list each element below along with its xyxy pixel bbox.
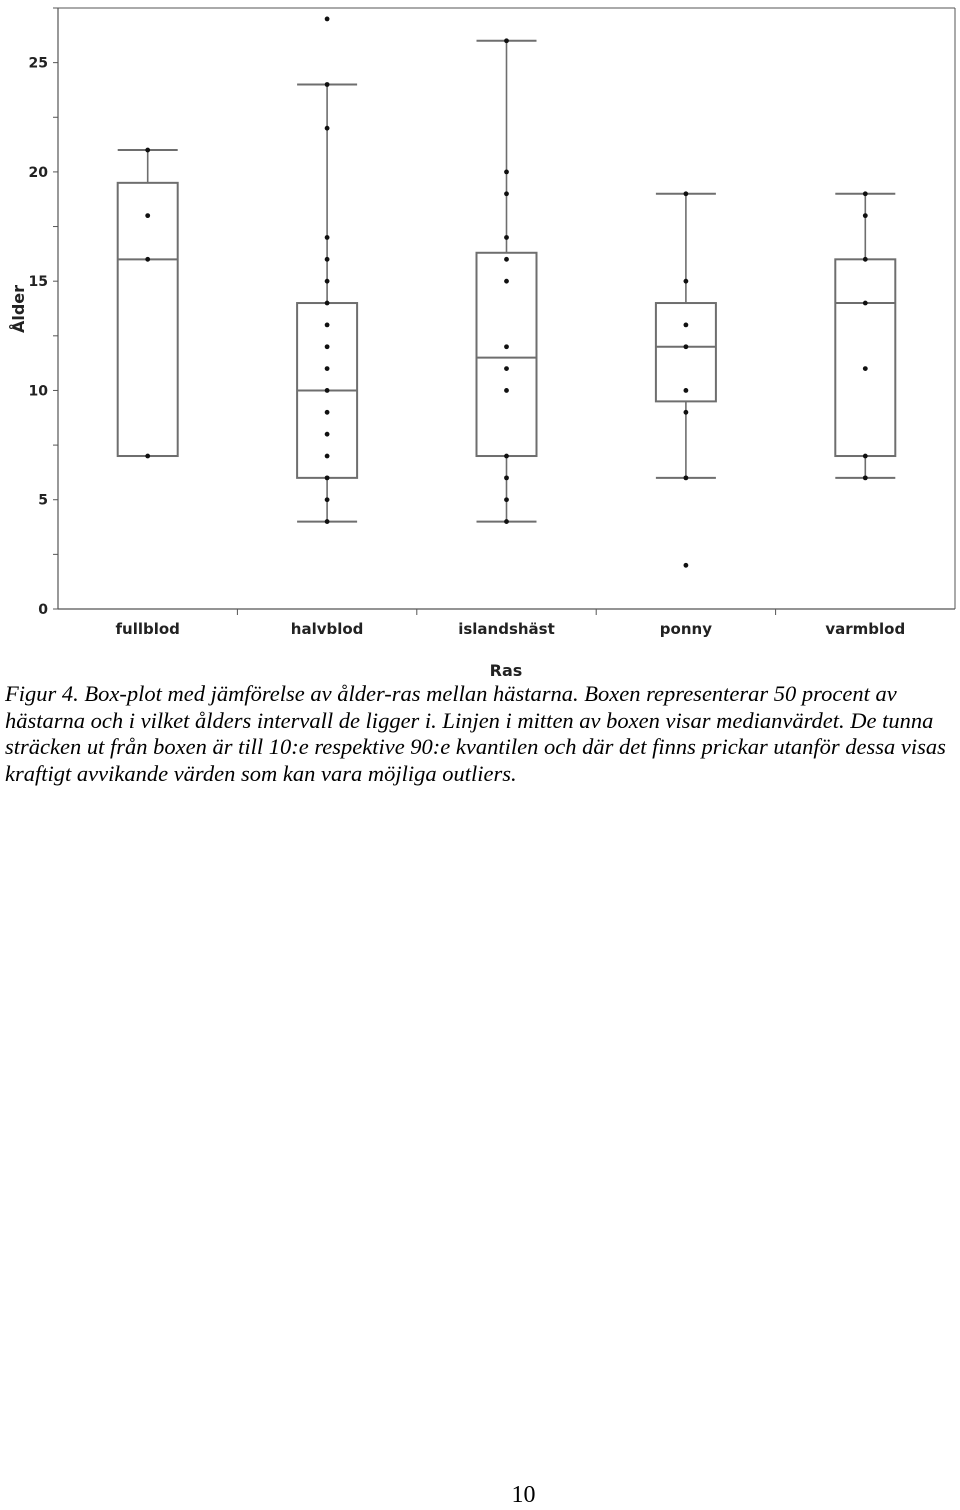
box-ponny (656, 191, 716, 567)
data-point (504, 366, 509, 371)
data-point (684, 279, 689, 284)
x-tick-label: halvblod (290, 620, 364, 638)
x-axis (58, 609, 955, 638)
data-point (325, 366, 330, 371)
data-point (863, 191, 868, 196)
data-point (145, 148, 150, 153)
data-point (325, 126, 330, 131)
data-point (863, 257, 868, 262)
box-fullblod (118, 148, 178, 459)
data-point (325, 257, 330, 262)
data-point (145, 454, 150, 459)
x-tick-label: ponny (659, 620, 712, 638)
data-point (504, 497, 509, 502)
data-point (863, 213, 868, 218)
data-point (325, 432, 330, 437)
data-point (145, 257, 150, 262)
y-tick-label: 15 (28, 274, 48, 291)
iqr-box (835, 259, 895, 456)
data-point (863, 301, 868, 306)
x-tick-label: varmblod (825, 620, 906, 638)
data-point (863, 366, 868, 371)
data-point (504, 454, 509, 459)
box-series (118, 17, 896, 568)
data-point (504, 475, 509, 480)
data-point (325, 301, 330, 306)
box-plot-chart (0, 0, 960, 680)
page-number: 10 (511, 1482, 536, 1508)
data-point (325, 519, 330, 524)
data-point (325, 497, 330, 502)
figure-caption: Figur 4. Box-plot med jämförelse av ålder-ras mellan hästarna. Boxen representerar 50 procent av hästarna och i vilket ålders intervall de ligger i. Linjen i mitten av boxen visar medianvärdet. De tunna sträcken ut från boxen är till 10:e respektive 90:e kvantilen och där det finns prickar utanför dessa visas kraftigt avvikande värden som kan vara möjliga outliers. (5, 681, 946, 786)
data-point (684, 191, 689, 196)
data-point (504, 257, 509, 262)
x-axis-title: Ras (489, 661, 523, 680)
x-tick-label: islandshäst (458, 620, 555, 638)
iqr-box (118, 183, 178, 456)
data-point (325, 279, 330, 284)
data-point (684, 322, 689, 327)
data-point (863, 454, 868, 459)
data-point (504, 279, 509, 284)
data-point (325, 388, 330, 393)
iqr-box (656, 303, 716, 401)
data-point (684, 388, 689, 393)
y-tick-label: 20 (28, 164, 48, 181)
box-islandshäst (477, 38, 537, 524)
data-point (325, 322, 330, 327)
data-point (504, 170, 509, 175)
data-point (504, 191, 509, 196)
data-point (145, 213, 150, 218)
data-point (325, 17, 330, 22)
y-axis (29, 8, 955, 618)
data-point (684, 344, 689, 349)
data-point (325, 235, 330, 240)
data-point (325, 344, 330, 349)
box-varmblod (835, 191, 895, 480)
y-tick-label: 25 (28, 55, 48, 72)
data-point (684, 475, 689, 480)
data-point (504, 388, 509, 393)
y-axis-title: Ålder (9, 284, 28, 334)
data-point (504, 38, 509, 43)
data-point (684, 563, 689, 568)
box-halvblod (297, 17, 357, 524)
data-point (325, 82, 330, 87)
data-point (325, 410, 330, 415)
data-point (504, 344, 509, 349)
x-tick-label: fullblod (115, 620, 180, 638)
data-point (504, 235, 509, 240)
data-point (863, 475, 868, 480)
data-point (504, 519, 509, 524)
y-tick-label: 5 (38, 492, 48, 509)
data-point (325, 475, 330, 480)
y-tick-label: 10 (28, 383, 48, 400)
data-point (684, 410, 689, 415)
data-point (325, 454, 330, 459)
y-tick-label: 0 (38, 602, 48, 618)
